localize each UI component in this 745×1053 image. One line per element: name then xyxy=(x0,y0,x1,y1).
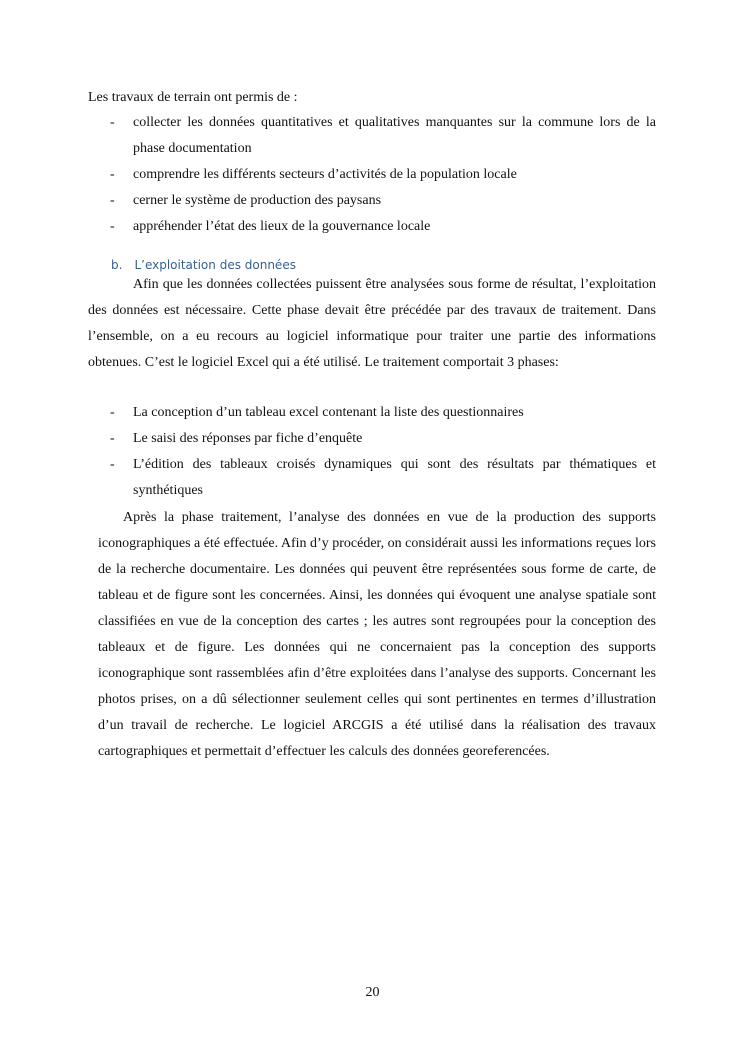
page-number: 20 xyxy=(365,985,380,1000)
intro-line: Les travaux de terrain ont permis de : xyxy=(88,90,298,105)
list-item-text: appréhender l’état des lieux de la gouvernance locale xyxy=(133,219,431,234)
fieldwork-list xyxy=(88,110,656,240)
section-number: b. xyxy=(111,258,123,272)
paragraph-exploitation: Afin que les données collectées puissent être analysées sous forme de résultat, l’exploitation des données est nécessaire. Cette phase devait être précédée par des travaux de traitement. Dans l’ensemble, on a eu recours au logiciel informatique pour traiter une partie des informations obtenues. C’est le logiciel Excel qui a été utilisé. Le traitement comportait 3 phases: xyxy=(88,277,656,370)
processing-phases-list xyxy=(88,400,656,504)
dash-bullet: - xyxy=(110,457,115,472)
paragraph-analysis: Après la phase traitement, l’analyse des données en vue de la production des supports iconographiques a été effectuée. Afin d’y procéder, on considérait aussi les informations reçues lors de la recherche documentaire. Les données qui peuvent être représentées sous forme de carte, de tableau et de figure sont les concernées. Ainsi, les données qui évoquent une analyse spatiale sont classifiées en vue de la conception des cartes ; les autres sont regroupées pour la conception des tableaux et de figure. Les données qui ne concernaient pas la conception des supports iconographique sont rassemblées afin d’être exploitées dans l’analyse des supports. Concernant les photos prises, on a dû sélectionner seulement celles qui sont pertinentes en termes d’illustration d’un travail de recherche. Le logiciel ARCGIS a été utilisé dans la réalisation des travaux cartographiques et permettait d’effectuer les calculs des données georeferencées. xyxy=(98,510,656,759)
list-item-text: Le saisi des réponses par fiche d’enquête xyxy=(133,431,363,446)
list-item xyxy=(88,426,656,452)
list-item xyxy=(88,110,656,162)
list-item xyxy=(88,214,656,240)
list-item xyxy=(88,162,656,188)
dash-bullet: - xyxy=(110,115,115,130)
list-item-text: collecter les données quantitatives et qualitatives manquantes sur la commune lors de la phase documentation xyxy=(133,115,656,156)
dash-bullet: - xyxy=(110,431,115,446)
dash-bullet: - xyxy=(110,405,115,420)
list-item-text: comprendre les différents secteurs d’activités de la population locale xyxy=(133,167,517,182)
dash-bullet: - xyxy=(110,167,115,182)
dash-bullet: - xyxy=(110,193,115,208)
section-title: L’exploitation des données xyxy=(134,258,296,272)
list-item-text: L’édition des tableaux croisés dynamiques qui sont des résultats par thématiques et synthétiques xyxy=(133,457,656,498)
dash-bullet: - xyxy=(110,219,115,234)
list-item-text: cerner le système de production des paysans xyxy=(133,193,382,208)
list-item-text: La conception d’un tableau excel contenant la liste des questionnaires xyxy=(133,405,524,420)
list-item xyxy=(88,188,656,214)
list-item xyxy=(88,452,656,504)
list-item xyxy=(88,400,656,426)
